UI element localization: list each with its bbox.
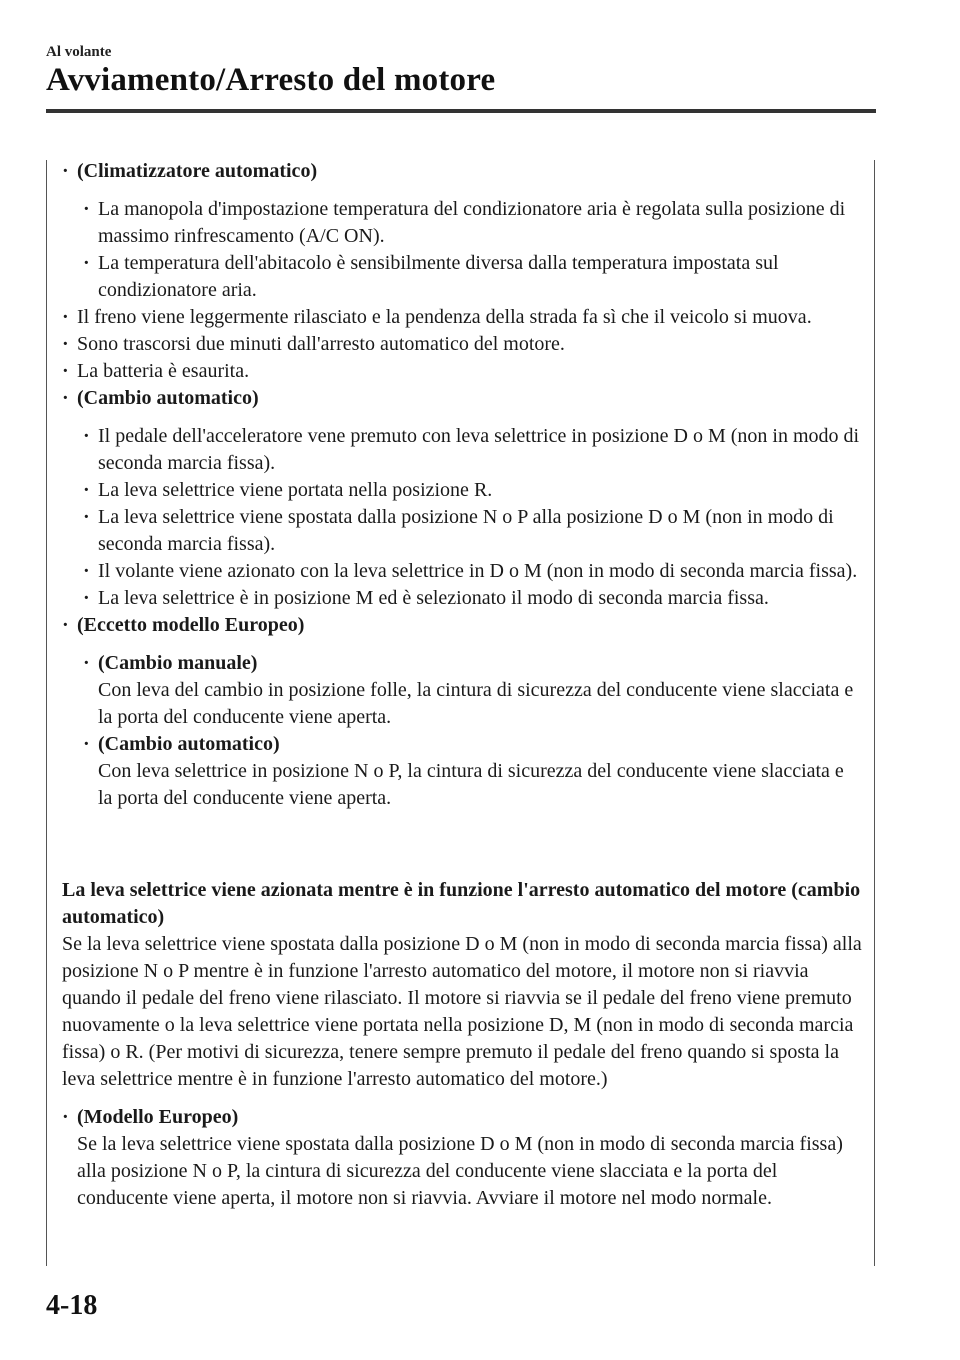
paragraph-section bbox=[62, 877, 862, 1212]
paragraph-text: Se la leva selettrice viene spostata dalla posizione D o M (non in modo di seconda marcia fissa) alla posizione N o P mentre è in funzione l'arresto automatico del motore, il motore non si riavvia quando il pedale del freno viene rilasciato. Il motore si riavvia se il pedale del freno viene premuto nuovamente o la leva selettrice viene portata nella posizione D, M (non in modo di seconda marcia fissa) o R. (Per motivi di sicurezza, tenere sempre premuto il pedale del freno quando si sposta la leva selettrice mentre è in funzione l'arresto automatico del motore.) bbox=[62, 933, 862, 1090]
page-title: Avviamento/Arresto del motore bbox=[46, 62, 496, 98]
europe-text: Se la leva selettrice viene spostata dalla posizione D o M (non in modo di seconda marcia fissa) alla posizione N o P, la cintura di sicurezza del conducente viene slacciata e la porta del conducente viene aperta, il motore non si riavvia. Avviare il motore nel modo normale. bbox=[77, 1133, 843, 1209]
list-item-at-4: · Il volante viene azionato con la leva selettrice in D o M (non in modo di seconda marcia fissa). bbox=[83, 558, 862, 585]
list-item-at-1: · Il pedale dell'acceleratore vene premuto con leva selettrice in posizione D o M (non in modo di seconda marcia fissa). bbox=[83, 423, 862, 477]
list-item-clima-head: · (Climatizzatore automatico) bbox=[62, 158, 862, 185]
list-item-eu-at bbox=[83, 731, 862, 812]
list-item-clima-2: · La temperatura dell'abitacolo è sensibilmente diversa dalla temperatura impostata sul condizionatore aria. bbox=[83, 250, 862, 304]
title-rule bbox=[46, 109, 876, 113]
list-item-eu-head: · (Eccetto modello Europeo) bbox=[62, 612, 862, 639]
list-item-europe bbox=[62, 1104, 862, 1212]
list-item-at-3: · La leva selettrice viene spostata dalla posizione N o P alla posizione D o M (non in modo di seconda marcia fissa). bbox=[83, 504, 862, 558]
eu-at-heading: · (Cambio automatico) bbox=[98, 733, 280, 755]
eu-mt-heading: · (Cambio manuale) bbox=[98, 652, 258, 674]
manual-content bbox=[62, 158, 862, 812]
list-item-at-head: · (Cambio automatico) bbox=[62, 385, 862, 412]
eu-mt-text: Con leva del cambio in posizione folle, la cintura di sicurezza del conducente viene slacciata e la porta del conducente viene aperta. bbox=[98, 679, 854, 728]
list-item-at-2: · La leva selettrice viene portata nella posizione R. bbox=[83, 477, 862, 504]
list-item-batteria: · La batteria è esaurita. bbox=[62, 358, 862, 385]
europe-heading: · (Modello Europeo) bbox=[77, 1106, 239, 1128]
list-item-minuti: · Sono trascorsi due minuti dall'arresto automatico del motore. bbox=[62, 331, 862, 358]
eu-at-text: Con leva selettrice in posizione N o P, la cintura di sicurezza del conducente viene slacciata e la porta del conducente viene aperta. bbox=[98, 760, 844, 809]
section-label: Al volante bbox=[46, 44, 112, 60]
list-item-freno: · Il freno viene leggermente rilasciato e la pendenza della strada fa sì che il veicolo si muova. bbox=[62, 304, 862, 331]
list-item-clima-1: · La manopola d'impostazione temperatura del condizionatore aria è regolata sulla posizione di massimo rinfrescamento (A/C ON). bbox=[83, 196, 862, 250]
page-number: 4-18 bbox=[46, 1290, 98, 1321]
left-vertical-rule bbox=[46, 160, 47, 1266]
right-vertical-rule bbox=[874, 160, 875, 1266]
paragraph-heading: La leva selettrice viene azionata mentre è in funzione l'arresto automatico del motore (cambio automatico) bbox=[62, 879, 861, 928]
list-item-at-5: · La leva selettrice è in posizione M ed è selezionato il modo di seconda marcia fissa. bbox=[83, 585, 862, 612]
list-item-eu-mt bbox=[83, 650, 862, 731]
